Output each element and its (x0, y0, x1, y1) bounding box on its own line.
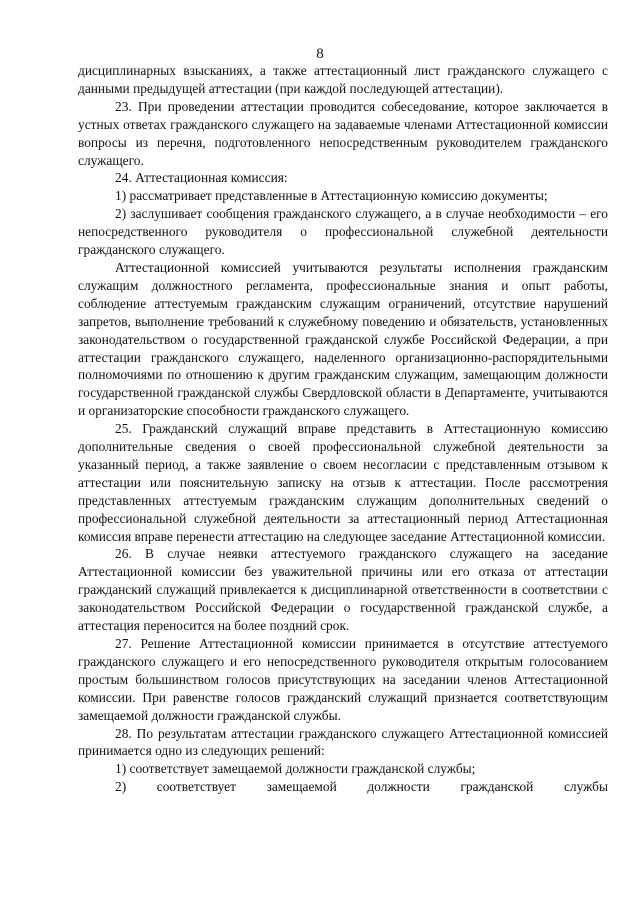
paragraph: 2) соответствует замещаемой должности гражданской службы (115, 779, 608, 795)
paragraph: дисциплинарных взысканиях, а также аттестационный лист гражданского служащего с данными предыдущей аттестации (при каждой последующей аттестации). (78, 63, 608, 96)
page-number: 8 (316, 46, 324, 62)
paragraph: 28. По результатам аттестации гражданского служащего Аттестационной комиссией принимается одно из следующих решений: (78, 725, 608, 759)
paragraph: 23. При проведении аттестации проводится собеседование, которое заключается в устных ответах гражданского служащего на задаваемые членами Аттестационной комиссии вопросы из перечня, подготовленного непосредственным руководителем гражданского служащего. (78, 98, 608, 168)
paragraph: 27. Решение Аттестационной комиссии принимается в отсутствие аттестуемого гражданского служащего и его непосредственного руководителя открытым голосованием простым большинством голосов присутствующих на заседании членов Аттестационной комиссии. При равенстве голосов гражданский служащий признается соответствующим замещаемой должности гражданской службы. (78, 636, 608, 723)
paragraph: 25. Гражданский служащий вправе представить в Аттестационную комиссию дополнительные сведения о своей профессиональной служебной деятельности за указанный период, а также заявление о своем несогласии с представленным отзывом к аттестации или пояснительную записку на отзыв к аттестации. После рассмотрения представленных аттестуемым гражданским служащим дополнительных сведений о профессиональной служебной деятельности за аттестационный период Аттестационная комиссия вправе перенести аттестацию на следующее заседание Аттестационной комиссии. (78, 421, 608, 544)
paragraph: 1) соответствует замещаемой должности гражданской службы; (115, 761, 476, 777)
paragraph: 1) рассматривает представленные в Аттестационную комиссию документы; (115, 188, 548, 204)
paragraph: 26. В случае неявки аттестуемого гражданского служащего на заседание Аттестационной комиссии без уважительной причины или его отказа от аттестации гражданский служащий привлекается к дисциплинарной ответственности в соответствии с законодательством Российской Федерации о государственной гражданской службе, а аттестация переносится на более поздний срок. (78, 546, 608, 634)
paragraph: 2) заслушивает сообщения гражданского служащего, а в случае необходимости – его непосредственного руководителя о профессиональной служебной деятельности гражданского служащего. (78, 206, 608, 258)
paragraph: Аттестационной комиссией учитываются результаты исполнения гражданским служащим должностного регламента, профессиональные знания и опыт работы, соблюдение аттестуемым гражданским служащим ограничений, отсутствие нарушений запретов, выполнение требований к служебному поведению и обязательств, установленных законодательством о государственной гражданской службе Российской Федерации, а при аттестации гражданского служащего, наделенного организационно-распорядительными полномочиями по отношению к другим гражданским служащим, замещающим должности государственной гражданской службы Свердловской области в Департаменте, учитываются и организаторские способности гражданского служащего. (78, 259, 608, 419)
paragraph: 24. Аттестационная комиссия: (115, 170, 288, 186)
document-body (78, 62, 608, 796)
